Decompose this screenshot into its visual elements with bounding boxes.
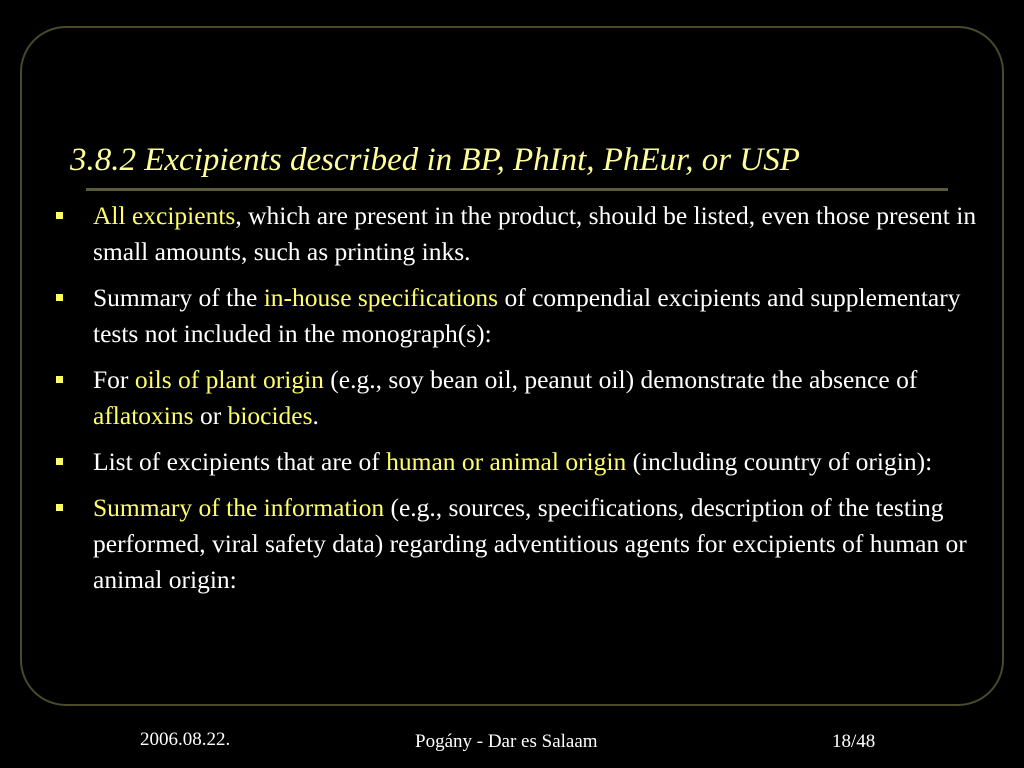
square-bullet-icon [56,458,63,465]
bullet-item [56,444,996,480]
highlighted-text: in-house specifications [263,283,499,312]
body-text: For [93,365,135,394]
bullet-item [56,362,996,434]
highlighted-text: oils of plant origin [134,365,324,394]
body-text: or [193,401,228,430]
body-text: . [312,401,319,430]
square-bullet-icon [56,212,63,219]
bullet-item [56,280,996,352]
body-text: (including country of origin): [626,447,933,476]
highlighted-text: All excipients [93,201,236,230]
body-text: , which are present in the product, should be listed, even those present in small amounts, such as printing inks. [93,201,977,266]
bullet-item [56,490,996,598]
footer-date: 2006.08.22. [140,729,231,750]
body-text: (e.g., soy bean oil, peanut oil) demonstrate the absence of [323,365,918,394]
footer-title: Pogány - Dar es Salaam [415,731,598,752]
highlighted-text: human or animal origin [386,447,627,476]
square-bullet-icon [56,294,63,301]
body-text: (e.g., sources, specifications, description of the testing performed, viral safety data) regarding adventitious agents for excipients of human or animal origin: [93,493,967,594]
square-bullet-icon [56,376,63,383]
body-text: List of excipients that are of [93,447,387,476]
body-text: Summary of the [93,283,264,312]
bullet-list [56,198,996,608]
highlighted-text: biocides [227,401,313,430]
highlighted-text: Summary of the information [93,493,385,522]
body-text: of compendial excipients and supplementary tests not included in the monograph(s): [93,283,961,348]
square-bullet-icon [56,504,63,511]
highlighted-text: aflatoxins [93,401,194,430]
footer-page-number: 18/48 [832,731,876,752]
slide-title: 3.8.2 Excipients described in BP, PhInt, PhEur, or USP [70,142,800,178]
title-underline [86,188,948,191]
bullet-item [56,198,996,270]
